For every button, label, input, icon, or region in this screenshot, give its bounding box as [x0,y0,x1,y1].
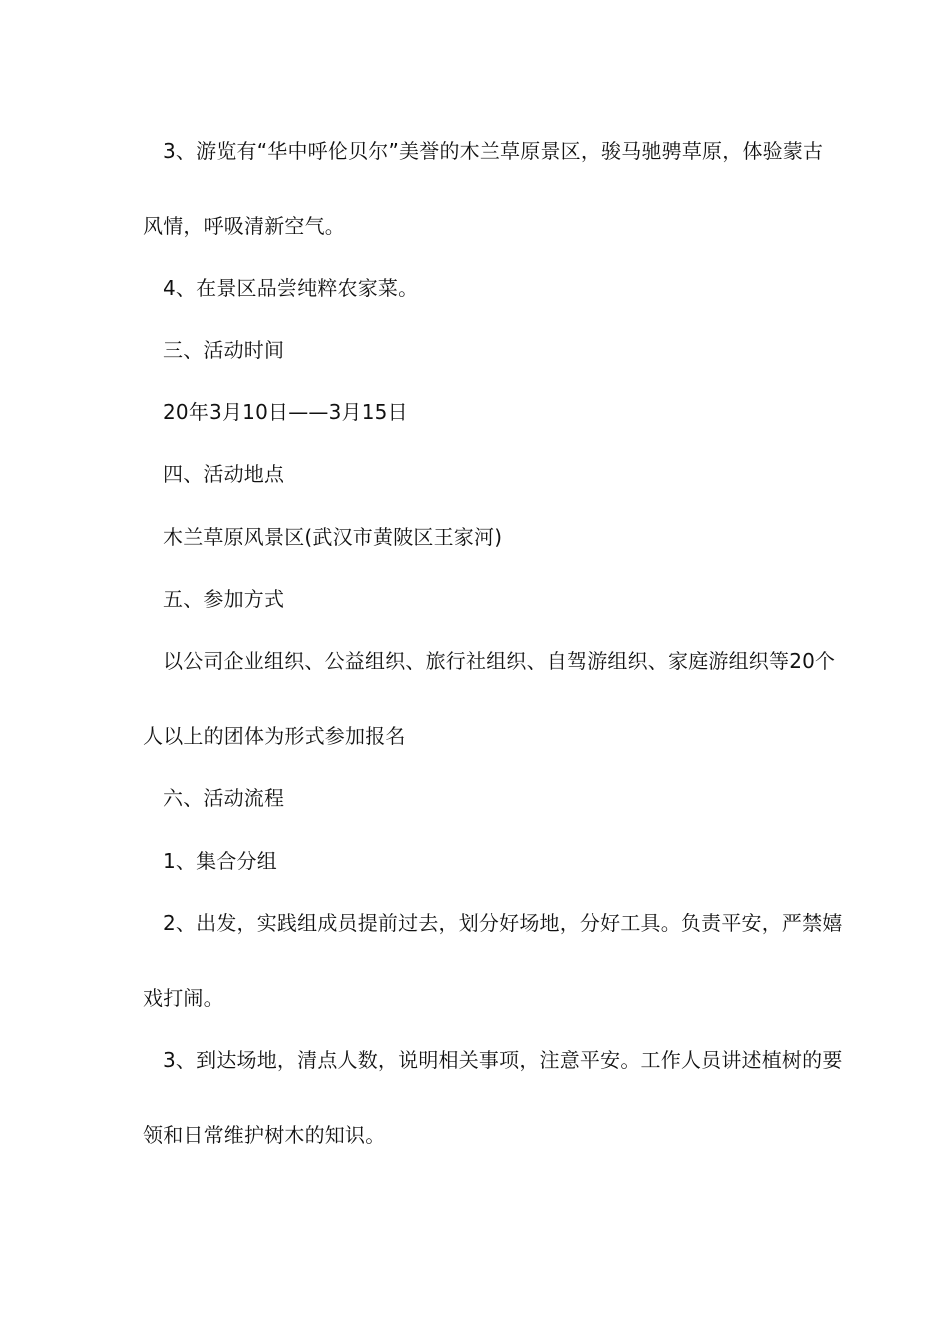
participation-line-1: 以公司企业组织、公益组织、旅行社组织、自驾游组织、家庭游组织等20个 [163,649,836,673]
activity-dates: 20年3月10日——3月15日 [163,400,408,424]
process-step-3-line-1: 3、到达场地，清点人数，说明相关事项，注意平安。工作人员讲述植树的要 [163,1048,843,1072]
activity-location: 木兰草原风景区(武汉市黄陂区王家河) [163,525,503,549]
paragraph-item-3-line-2: 风情，呼吸清新空气。 [143,214,345,238]
paragraph-item-4: 4、在景区品尝纯粹农家菜。 [163,276,419,300]
process-step-1: 1、集合分组 [163,849,277,873]
section-heading-time: 三、活动时间 [163,338,285,362]
process-step-3-line-2: 领和日常维护树木的知识。 [143,1123,386,1147]
participation-line-2: 人以上的团体为形式参加报名 [143,724,406,748]
paragraph-item-3-line-1: 3、游览有“华中呼伦贝尔”美誉的木兰草原景区，骏马驰骋草原，体验蒙古 [163,139,824,163]
section-heading-location: 四、活动地点 [163,462,285,486]
section-heading-participation: 五、参加方式 [163,587,285,611]
section-heading-process: 六、活动流程 [163,786,285,810]
process-step-2-line-2: 戏打闹。 [143,986,224,1010]
process-step-2-line-1: 2、出发，实践组成员提前过去，划分好场地，分好工具。负责平安，严禁嬉 [163,911,843,935]
